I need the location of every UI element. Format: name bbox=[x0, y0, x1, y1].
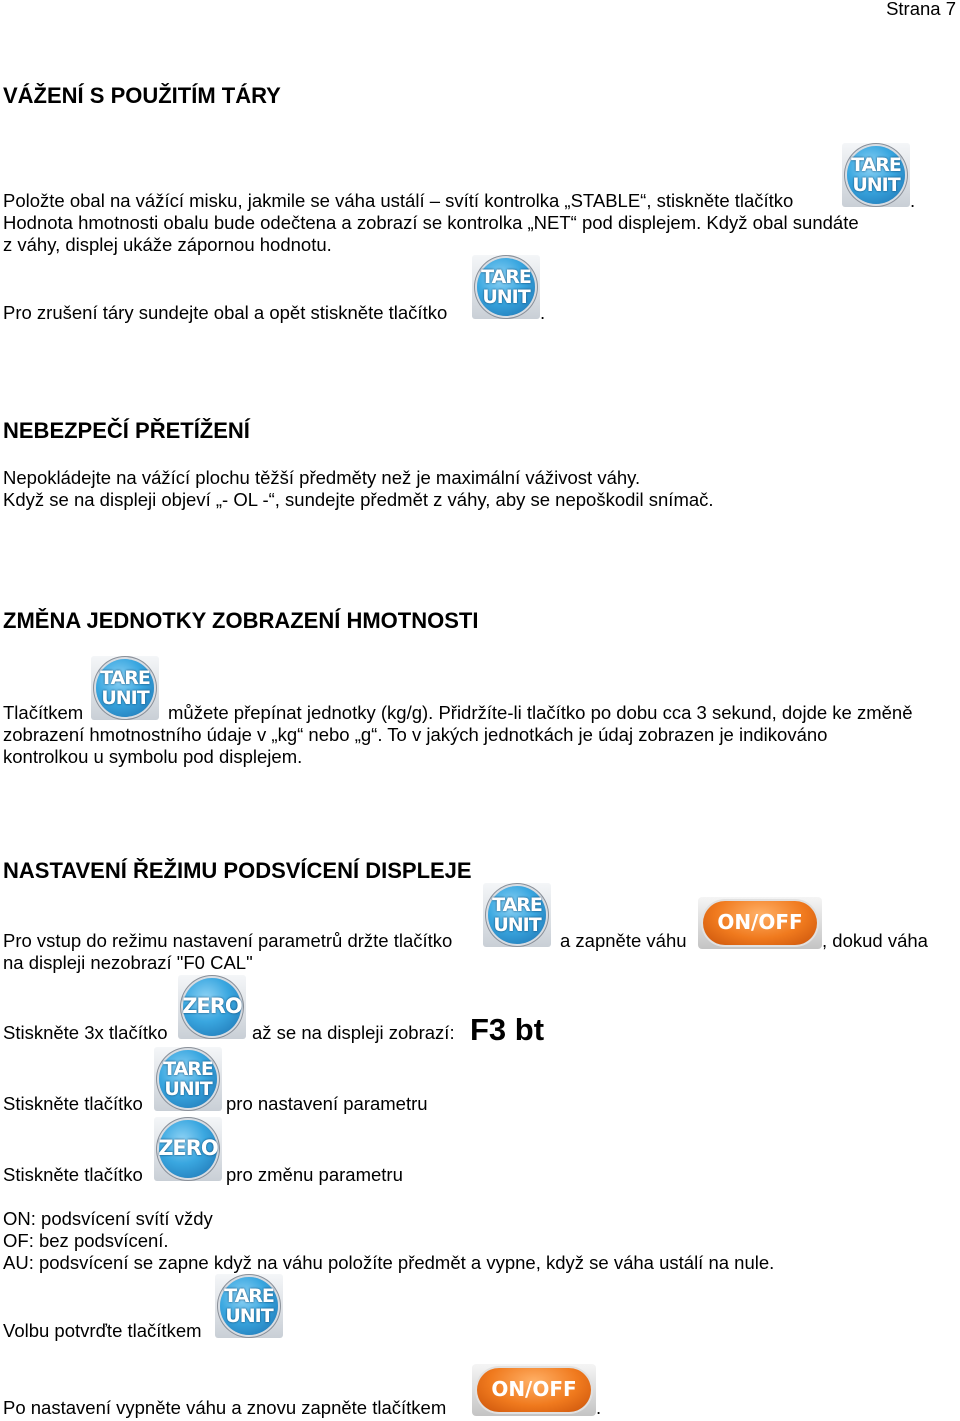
tare-unit-button-icon: TARE UNIT bbox=[91, 656, 159, 720]
option-au: AU: podsvícení se zapne když na váhu položíte předmět a vypne, když se váha ustálí na nule. bbox=[3, 1252, 775, 1273]
unit-text-line: Tlačítkem bbox=[3, 702, 84, 723]
tare-unit-button-icon: TARE UNIT bbox=[154, 1047, 222, 1111]
backlight-step-text: Stiskněte 3x tlačítko bbox=[3, 1022, 168, 1043]
final-text: Po nastavení vypněte váhu a znovu zapněte tlačítkem bbox=[3, 1397, 447, 1418]
unit-text-line: zobrazení hmotnostního údaje v „kg“ nebo „g“. To v jakých jednotkách je údaj zobrazen je indikováno bbox=[3, 724, 828, 745]
page-number: Strana 7 bbox=[886, 0, 956, 19]
final-period: . bbox=[596, 1397, 602, 1418]
option-of: OF: bez podsvícení. bbox=[3, 1230, 169, 1251]
backlight-step-text: na displeji nezobrazí "F0 CAL" bbox=[3, 952, 253, 973]
backlight-step-text: pro změnu parametru bbox=[226, 1164, 403, 1185]
tare-paragraph-line: z váhy, displej ukáže zápornou hodnotu. bbox=[3, 234, 332, 255]
confirm-text: Volbu potvrďte tlačítkem bbox=[3, 1320, 202, 1341]
unit-text-line: kontrolkou u symbolu pod displejem. bbox=[3, 746, 303, 767]
backlight-step-text: Pro vstup do režimu nastavení parametrů držte tlačítko bbox=[3, 930, 453, 951]
section-heading-backlight: NASTAVENÍ ŘEŽIMU PODSVÍCENÍ DISPLEJE bbox=[3, 858, 472, 883]
on-off-button-icon: ON/OFF bbox=[472, 1364, 596, 1416]
backlight-step-text: , dokud váha bbox=[822, 930, 928, 951]
tare-paragraph-line: Hodnota hmotnosti obalu bude odečtena a zobrazí se kontrolka „NET“ pod displejem. Když obal sundáte bbox=[3, 212, 859, 233]
section-heading-overload: NEBEZPEČÍ PŘETÍŽENÍ bbox=[3, 418, 250, 443]
display-readout: F3 bt bbox=[470, 1012, 545, 1047]
tare-unit-button-icon: TARE UNIT bbox=[215, 1274, 283, 1338]
unit-text-line: můžete přepínat jednotky (kg/g). Přidržíte-li tlačítko po dobu cca 3 sekund, dojde ke změně bbox=[168, 702, 913, 723]
tare-paragraph-period: . bbox=[910, 190, 916, 211]
tare-unit-button-icon: TARE UNIT bbox=[842, 143, 910, 207]
option-on: ON: podsvícení svítí vždy bbox=[3, 1208, 213, 1229]
section-heading-unit: ZMĚNA JEDNOTKY ZOBRAZENÍ HMOTNOSTI bbox=[3, 608, 479, 633]
backlight-step-text: Stiskněte tlačítko bbox=[3, 1093, 143, 1114]
backlight-step-text: a zapněte váhu bbox=[560, 930, 687, 951]
zero-button-icon: ZERO bbox=[154, 1117, 222, 1181]
backlight-step-text: pro nastavení parametru bbox=[226, 1093, 428, 1114]
backlight-step-text: Stiskněte tlačítko bbox=[3, 1164, 143, 1185]
overload-text-line: Nepokládejte na vážící plochu těžší předměty než je maximální váživost váhy. bbox=[3, 467, 641, 488]
overload-text-line: Když se na displeji objeví „- OL -“, sundejte předmět z váhy, aby se nepoškodil snímač. bbox=[3, 489, 714, 510]
tare-unit-button-icon: TARE UNIT bbox=[483, 883, 551, 947]
backlight-step-text: až se na displeji zobrazí: bbox=[252, 1022, 455, 1043]
tare-cancel-period: . bbox=[540, 302, 546, 323]
on-off-button-icon: ON/OFF bbox=[698, 897, 822, 949]
zero-button-icon: ZERO bbox=[178, 975, 246, 1039]
tare-unit-button-icon: TARE UNIT bbox=[472, 255, 540, 319]
tare-paragraph-line: Položte obal na vážící misku, jakmile se váha ustálí – svítí kontrolka „STABLE“, stiskněte tlačítko bbox=[3, 190, 794, 211]
tare-cancel-text: Pro zrušení táry sundejte obal a opět stiskněte tlačítko bbox=[3, 302, 448, 323]
section-heading-tare: VÁŽENÍ S POUŽITÍM TÁRY bbox=[3, 83, 281, 108]
